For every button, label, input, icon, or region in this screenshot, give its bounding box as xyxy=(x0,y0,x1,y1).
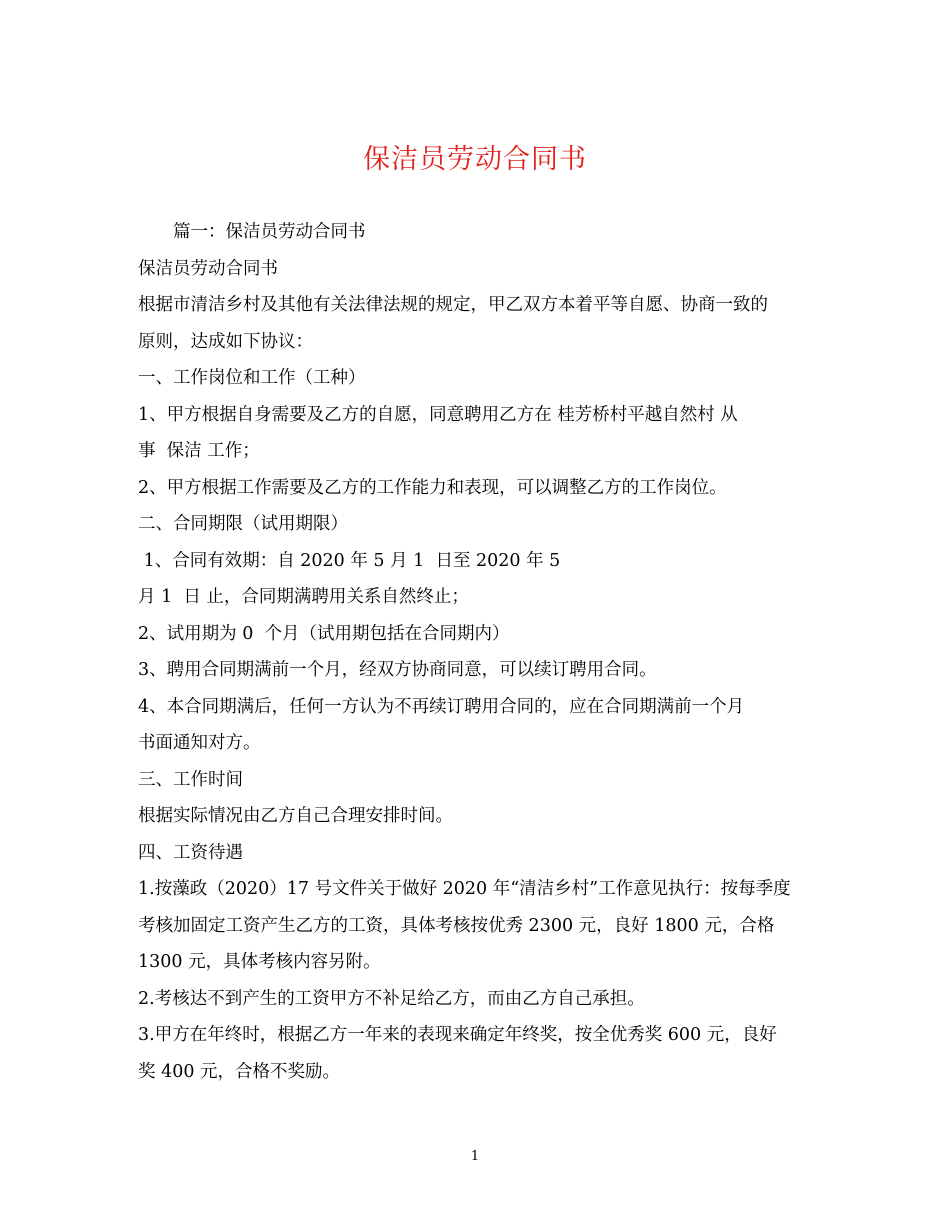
text-line: 3.甲方在年终时，根据乙方一年来的表现来确定年终奖，按全优秀奖 600 元，良好 xyxy=(138,1025,777,1045)
text-line: 1.按藻政（2020）17 号文件关于做好 2020 年“清洁乡村”工作意见执行：按每季度 xyxy=(138,879,791,899)
text-line: 一、工作岗位和工作（工种） xyxy=(138,368,366,388)
text-line: 书面通知对方。 xyxy=(138,733,261,753)
page-number: 1 xyxy=(470,1149,480,1164)
text-line: 1、甲方根据自身需要及乙方的自愿，同意聘用乙方在 桂芳桥村平越自然村 从 xyxy=(138,405,738,425)
text-line: 根据实际情况由乙方自己合理安排时间。 xyxy=(138,806,453,826)
text-line: 事 保洁 工作； xyxy=(138,441,260,461)
text-line: 3、聘用合同期满前一个月，经双方协商同意，可以续订聘用合同。 xyxy=(138,660,657,680)
text-line: 2、甲方根据工作需要及乙方的工作能力和表现，可以调整乙方的工作岗位。 xyxy=(138,478,727,498)
text-line: 二、合同期限（试用期限） xyxy=(138,514,348,534)
text-line: 2.考核达不到产生的工资甲方不补足给乙方，而由乙方自己承担。 xyxy=(138,989,645,1009)
text-line: 4、本合同期满后，任何一方认为不再续订聘用合同的，应在合同期满前一个月 xyxy=(138,697,745,717)
text-line: 原则，达成如下协议： xyxy=(138,332,313,352)
text-line: 月 1 日 止，合同期满聘用关系自然终止； xyxy=(138,587,469,607)
document-title: 保洁员劳动合同书 xyxy=(363,144,587,175)
text-line: 考核加固定工资产生乙方的工资，具体考核按优秀 2300 元，良好 1800 元，合格 xyxy=(138,916,775,936)
text-line: 2、试用期为 0 个月（试用期包括在合同期内） xyxy=(138,624,510,644)
text-line: 奖 400 元，合格不奖励。 xyxy=(138,1062,341,1082)
text-line: 篇一：保洁员劳动合同书 xyxy=(138,222,366,242)
text-line: 四、工资待遇 xyxy=(138,843,243,863)
text-line: 三、工作时间 xyxy=(138,770,243,790)
text-line: 1300 元，具体考核内容另附。 xyxy=(138,952,381,972)
text-line: 1、合同有效期：自 2020 年 5 月 1 日至 2020 年 5 xyxy=(138,551,561,571)
text-line: 根据市清洁乡村及其他有关法律法规的规定，甲乙双方本着平等自愿、协商一致的 xyxy=(138,295,768,315)
text-line: 保洁员劳动合同书 xyxy=(138,259,278,279)
